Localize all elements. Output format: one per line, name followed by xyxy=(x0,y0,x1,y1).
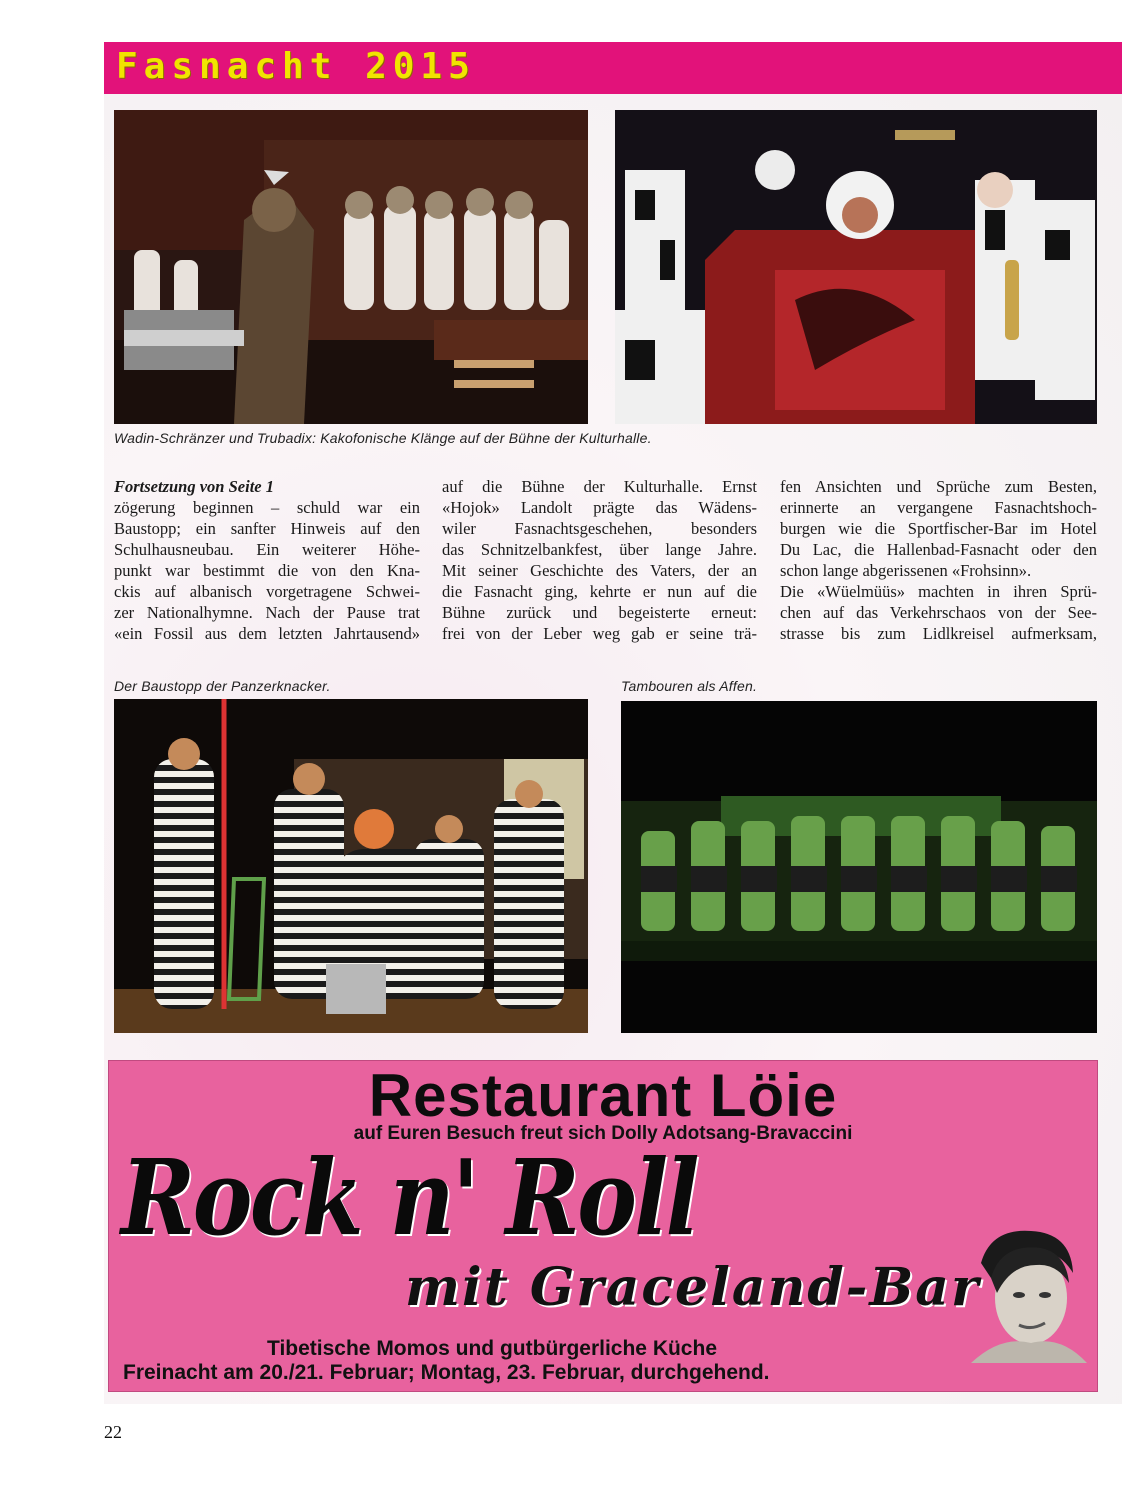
article-line: Du Lac, die Hallenbad-Fasnacht oder den xyxy=(780,540,1097,559)
ad-rock-n-roll: Rock n' Roll xyxy=(121,1136,698,1259)
ad-subtitle: auf Euren Besuch freut sich Dolly Adotsang-Bravaccini xyxy=(353,1123,853,1144)
ad-hours-line: Freinacht am 20./21. Februar; Montag, 23. Februar, durchgehend. xyxy=(123,1361,770,1384)
article-line: burgen wie die Sportfischer-Bar im Hotel xyxy=(780,519,1097,538)
photo-tambouren xyxy=(621,701,1097,1033)
section-header xyxy=(104,42,1122,94)
article-line: auf die Bühne der Kulturhalle. Ernst xyxy=(442,477,757,496)
article-line: wiler Fasnachtsgeschehen, besonders xyxy=(442,519,757,538)
article-line: chen auf das Verkehrschaos von der See- xyxy=(780,603,1097,622)
elvis-portrait-image xyxy=(961,1223,1087,1363)
photo-wadin-schraenzer xyxy=(114,110,588,424)
article-line: «ein Fossil aus dem letzten Jahrtausend» xyxy=(114,624,420,643)
ad-restaurant-name: Restaurant Löie xyxy=(368,1062,838,1129)
caption-tambouren: Tambouren als Affen. xyxy=(621,678,758,694)
article-column-3 xyxy=(780,476,1097,644)
article-line: Baustopp; ein sanfter Hinweis auf den xyxy=(114,519,420,538)
article-line: schon lange abgerissenen «Frohsinn». xyxy=(780,561,1032,580)
article-line: «Hojok» Landolt prägte das Wädens- xyxy=(442,498,757,517)
article-line: das Schnitzelbankfest, über lange Jahre. xyxy=(442,540,757,559)
article-line: fen Ansichten und Sprüche zum Besten, xyxy=(780,477,1097,496)
article-line: frei von der Leber weg gab er seine trä- xyxy=(442,624,757,643)
article-column-2 xyxy=(442,476,757,644)
page-number: 22 xyxy=(104,1422,122,1442)
article-line: zer Nationalhymne. Nach der Pause trat xyxy=(114,603,420,622)
article-column-1 xyxy=(114,476,420,644)
article-line: zögerung beginnen – schuld war ein xyxy=(114,498,420,517)
article-line: Die «Wüelmüüs» machten in ihren Sprü- xyxy=(780,582,1097,601)
article-line: punkt war bestimmt die von den Kna- xyxy=(114,561,420,580)
ad-cuisine-line: Tibetische Momos und gutbürgerliche Küche xyxy=(267,1337,717,1360)
caption-panzerknacker: Der Baustopp der Panzerknacker. xyxy=(114,678,331,694)
photo-trubadix xyxy=(615,110,1097,424)
article-line: die Fasnacht ging, kehrte er nun auf die xyxy=(442,582,757,601)
restaurant-advertisement xyxy=(108,1060,1098,1392)
article-line: strasse bis zum Lidlkreisel aufmerksam, xyxy=(780,624,1097,643)
ad-graceland-bar: mit Graceland-Bar xyxy=(405,1257,981,1318)
article-line: Bühne zurück und begeisterte erneut: xyxy=(442,603,757,622)
article-line: Mit seiner Geschichte des Vaters, der an xyxy=(442,561,757,580)
article-line: erinnerte an vergangene Fasnachtshoch- xyxy=(780,498,1097,517)
continued-label: Fortsetzung von Seite 1 xyxy=(114,477,274,496)
article-line: Schulhausneubau. Ein weiterer Höhe- xyxy=(114,540,420,559)
caption-top-photos: Wadin-Schränzer und Trubadix: Kakofonische Klänge auf der Bühne der Kulturhalle. xyxy=(114,430,652,446)
section-title: Fasnacht 2015 xyxy=(116,46,476,87)
article-line: ckis auf albanisch vorgetragene Schwei- xyxy=(114,582,420,601)
photo-panzerknacker xyxy=(114,699,588,1033)
